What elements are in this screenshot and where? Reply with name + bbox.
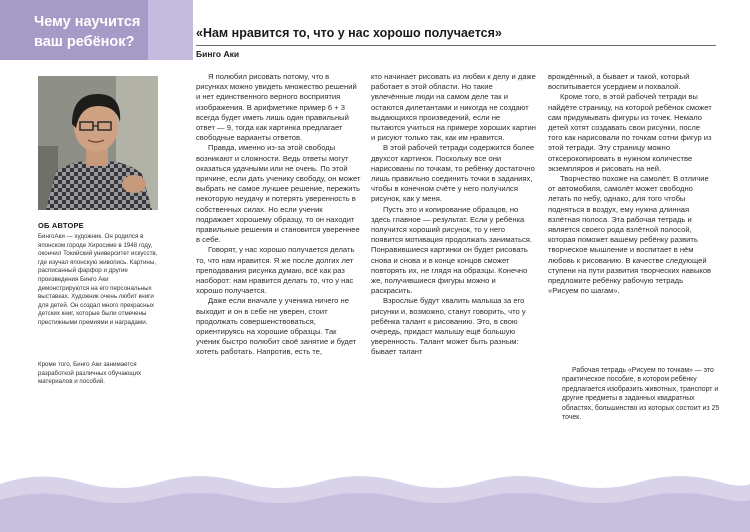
paragraph: кто начинает рисовать из любви к делу и даже работает в этой области. Но такие увлечённые люди на самом деле так и остаются дилетантами и никогда не создают выдающихся произведений, если не пытаются учиться на примере хороших картин и рисуют только так, как им нравится. [371, 72, 536, 143]
section-header [0, 0, 193, 60]
paragraph: Взрослые будут хвалить малыша за его рисунки и, возможно, станут говорить, что у ребёнка талант к рисованию. Это, в свою очередь, придаст малышу ещё большую уверенность. Талант может быть разным: бывает талант [371, 296, 526, 357]
about-heading: ОБ АВТОРЕ [38, 221, 84, 230]
paragraph: врождённый, а бывает и такой, который воспитывается усердием и похвалой. [548, 72, 690, 92]
caption-text: Рабочая тетрадь «Рисуем по точкам» — это практическое пособие, в котором ребёнку предлагается изобразить животных, транспорт и другие предметы в заданных квадратных областях, большинство из которых состоит из 25 точек. [562, 367, 720, 422]
footer-wave-decoration [0, 470, 750, 532]
section-header-tab [148, 0, 193, 60]
section-title-line-1: Чему научится [34, 14, 141, 30]
article-column-3 [548, 72, 713, 296]
paragraph: Пусть это и копирование образцов, но здесь главное — результат. Если у ребёнка получится хороший рисунок, то у него появится мотивация продолжать заниматься. Понравившиеся картинки он будет рисовать снова и снова и в конце концов сможет повторять их, не глядя на образцы. Конечно же, получившиеся фигуры можно и раскрасить. [371, 204, 532, 296]
paragraph: Даже если вначале у ученика ничего не выходит и он в себе не уверен, стоит продолжать совершенствоваться, ориентируясь на хорошие образцы. Так ученик быстро полюбит своё занятие и будет хотеть работать. Напротив, есть те, [196, 296, 357, 357]
about-paragraph-1: БингоАки — художник. Он родился в японском городе Хиросиме в 1948 году, окончил Токийский университет искусств, где изучал японскую живопись. Картины, расписанный фарфор и другие произведения Бинго Аки демонстрируются на его персональных выставках. Художник очень любит книги для детей. Он создал много прекрасных детских книг, которые были отмечены престижными премиями и наградами. [38, 233, 158, 326]
article-column-2 [371, 72, 536, 358]
paragraph: Творчество похоже на самолёт. В отличие от автомобиля, самолёт может свободно летать по небу, однако, для того чтобы подняться в воздух, ему нужна длинная взлётная полоса. Эта рабочая тетрадь и является своего рода взлётной полосой, которая поможет вашему ребёнку развить творческое мышление и воспитает в нём любовь к рисованию. В качестве следующей ступени на пути развития творческих навыков предложите ребёнку рабочую тетрадь «Рисуем по шагам». [548, 174, 712, 296]
paragraph: Я полюбил рисовать потому, что в рисунках можно увидеть множество решений и нет единственного верного восприятия изображения. В арифметике пример 6 + 3 всегда будет иметь лишь один правильный ответ — 9, тогда как картинка предлагает свободные варианты ответов. [196, 72, 357, 143]
paragraph: В этой рабочей тетради содержится более двухсот картинок. Поскольку все они нарисованы по точкам, то ребёнку достаточно лишь правильно соединить точки в заданиях, чтобы в конечном счёте у него получился рисунок, как у меня. [371, 143, 535, 204]
article-author: Бинго Аки [196, 49, 240, 59]
author-portrait-icon [38, 76, 158, 210]
paragraph: Правда, именно из-за этой свободы возникают и сложности. Ведь ответы могут оказаться удачными или не очень. По этой причине, если дать ученику свободу, он может выбрать не самое лучшее решение, пережить некоторую неудачу и потерять уверенность в собственных силах. Но если ученик подражает хорошему образцу, то он находит правильные решения и становится увереннее в себе. [196, 143, 361, 245]
section-title-line-2: ваш ребёнок? [34, 34, 135, 50]
article-column-1 [196, 72, 361, 358]
workbook-caption [562, 366, 720, 422]
paragraph: Кроме того, в этой рабочей тетради вы найдёте страницу, на которой ребёнок сможет сам придумывать фигуры из точек. Немало детей хотят создавать свои рисунки, после того как нарисовали по точкам сотни фигур из этой тетради. Эту страницу можно отксерокопировать в нужном количестве экземпляров и рисовать на ней. [548, 92, 712, 173]
author-photo [38, 76, 158, 210]
title-divider [196, 45, 716, 46]
about-paragraph-2: Кроме того, Бинго Аки занимается разработкой различных обучающих материалов и пособий. [38, 361, 142, 386]
paragraph: Говорят, у нас хорошо получается делать то, что нам нравится. Я же после долгих лет преподавания рисунка думаю, всё как раз наоборот: нам нравится делать то, что у нас хорошо получается. [196, 245, 355, 296]
article-title: «Нам нравится то, что у нас хорошо получается» [196, 26, 502, 40]
